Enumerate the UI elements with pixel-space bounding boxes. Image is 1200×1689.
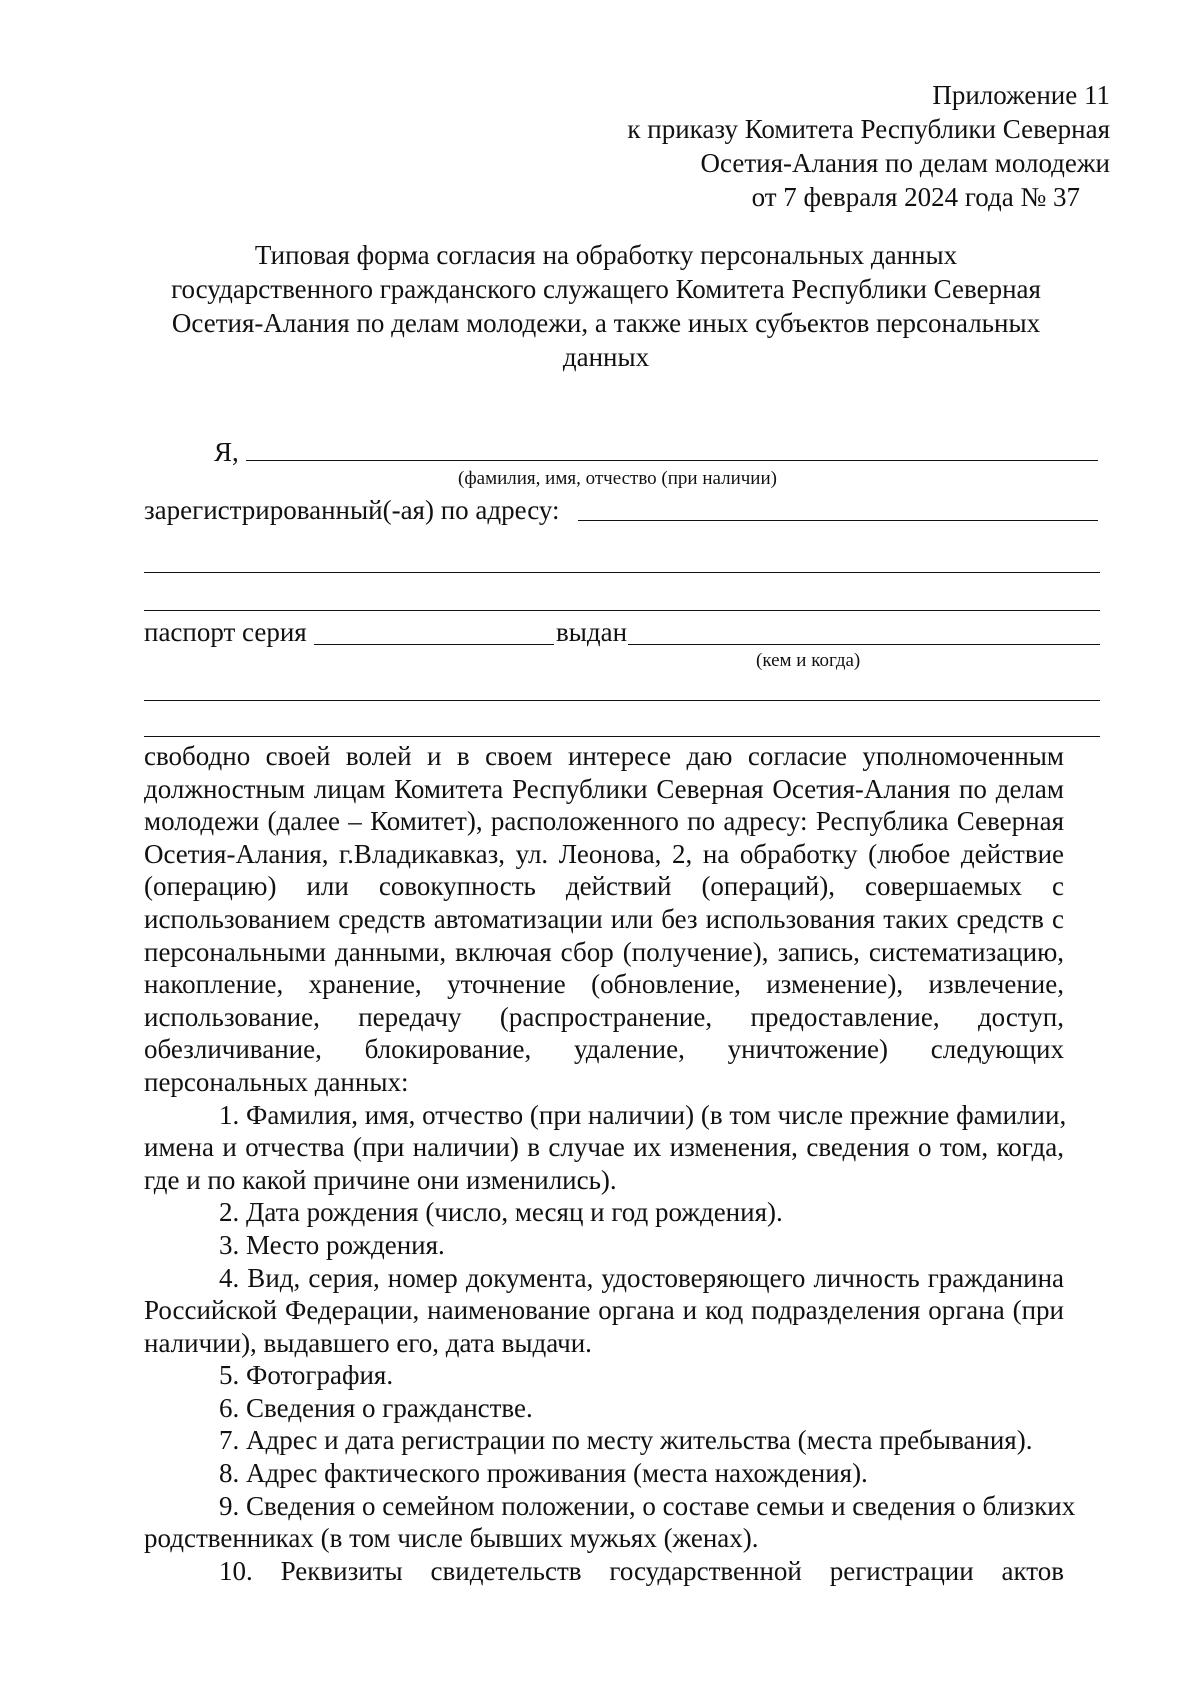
issued-hint: (кем и когда) [756, 650, 861, 671]
consent-line: персональными данными, включая сбор (получение), запись, систематизацию, [144, 936, 1064, 967]
issued-by-field-line2[interactable] [144, 700, 1100, 701]
fio-field[interactable] [246, 460, 1098, 461]
consent-body [144, 740, 1076, 1587]
list-item-1-cont: где и по какой причине они изменились). [144, 1164, 617, 1195]
list-item-4-cont: Российской Федерации, наименование органа и код подразделения органа (при [144, 1295, 1064, 1326]
list-item-10: 10. Реквизиты свидетельств государственной регистрации актов [219, 1555, 1064, 1586]
consent-line: использование, передачу (распространение, предоставление, доступ, [144, 1001, 1064, 1032]
fio-hint: (фамилия, имя, отчество (при наличии) [458, 468, 777, 489]
consent-line: должностным лицам Комитета Республики Северная Осетия-Алания по делам [144, 773, 1064, 804]
title-line: Осетия-Алания по делам молодежи, а также иных субъектов персональных [171, 308, 1041, 338]
issued-label: выдан [556, 617, 628, 647]
address-field-line3[interactable] [144, 610, 1100, 611]
list-item-3: 3. Место рождения. [219, 1229, 445, 1260]
consent-line: молодежи (далее – Комитет), расположенного по адресу: Республика Северная [144, 806, 1064, 837]
consent-line: персональных данных: [144, 1066, 409, 1097]
consent-line: накопление, хранение, уточнение (обновление, изменение), извлечение, [144, 969, 1064, 1000]
list-item-9-cont: родственниках (в том числе бывших мужьях (женах). [144, 1523, 759, 1554]
issued-by-field[interactable] [628, 644, 1100, 645]
i-label: Я, [214, 437, 239, 467]
passport-series-field[interactable] [314, 644, 554, 645]
appendix-header [550, 78, 1110, 214]
list-item-9: 9. Сведения о семейном положении, о составе семьи и сведения о близких [219, 1490, 1076, 1521]
title-line: данных [562, 342, 650, 372]
appendix-order-ref: к приказу Комитета Республики Северная [627, 114, 1110, 144]
consent-line: свободно своей волей и в своем интересе даю согласие уполномоченным [144, 741, 1064, 771]
document-title [148, 238, 1064, 374]
issued-by-field-line3[interactable] [144, 736, 1100, 737]
consent-line: (операцию) или совокупность действий (операций), совершаемых с [144, 871, 1064, 902]
appendix-number: Приложение 11 [932, 80, 1110, 110]
title-line: государственного гражданского служащего Комитета Республики Северная [171, 274, 1041, 304]
list-item-8: 8. Адрес фактического проживания (места нахождения). [219, 1458, 868, 1489]
registered-label: зарегистрированный(-ая) по адресу: [144, 495, 560, 525]
list-item-4: 4. Вид, серия, номер документа, удостоверяющего личность гражданина [219, 1262, 1064, 1293]
consent-line: Осетия-Алания, г.Владикавказ, ул. Леонова, 2, на обработку (любое действие [144, 838, 1064, 869]
list-item-1: 1. Фамилия, имя, отчество (при наличии) (в том числе прежние фамилии, [219, 1099, 1067, 1130]
appendix-date: от 7 февраля 2024 года № 37 [751, 182, 1080, 212]
passport-series-label: паспорт серия [144, 617, 307, 647]
list-item-7: 7. Адрес и дата регистрации по месту жительства (места пребывания). [219, 1425, 1033, 1456]
list-item-4-cont: наличии), выдавшего его, дата выдачи. [144, 1327, 592, 1358]
consent-line: обезличивание, блокирование, удаление, уничтожение) следующих [144, 1034, 1064, 1065]
address-field[interactable] [578, 520, 1098, 521]
title-line: Типовая форма согласия на обработку персональных данных [254, 240, 958, 270]
list-item-6: 6. Сведения о гражданстве. [219, 1392, 533, 1423]
address-field-line2[interactable] [144, 572, 1100, 573]
list-item-2: 2. Дата рождения (число, месяц и год рождения). [219, 1197, 783, 1228]
list-item-5: 5. Фотография. [219, 1360, 394, 1391]
consent-line: использованием средств автоматизации или без использования таких средств с [144, 903, 1064, 934]
appendix-committee: Осетия-Алания по делам молодежи [700, 148, 1110, 178]
list-item-1-cont: имена и отчества (при наличии) в случае их изменения, сведения о том, когда, [144, 1132, 1064, 1163]
